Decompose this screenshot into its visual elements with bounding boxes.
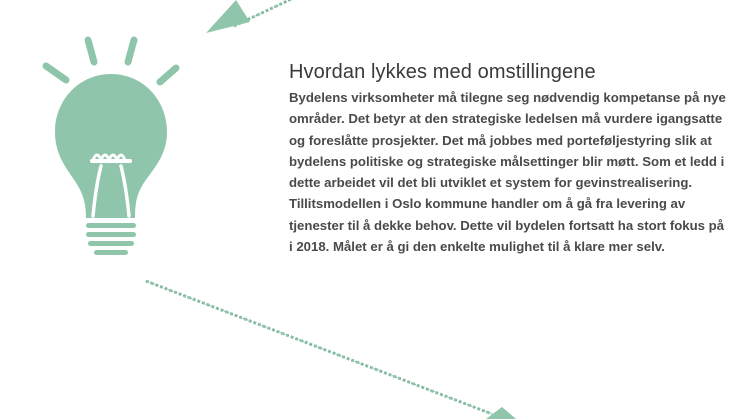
- arrow-bottom-icon: [146, 281, 516, 419]
- article-body: Bydelens virksomheter må tilegne seg nødvendig kompetanse på nye områder. Det betyr at den strategiske ledelsen må vurdere igangsatte og foreslåtte prosjekter. Det må jobbes med porteføljestyring slik at bydelens politiske og strategiske målsettinger blir møtt. Som et ledd i dette arbeidet vil det bli utviklet et system for gevinstrealisering. Tillitsmodellen i Oslo kommune handler om å gå fra levering av tjenester til å dekke behov. Dette vil bydelen fortsatt ha stort fokus på i 2018. Målet er å gi den enkelte mulighet til å klare mer selv.: [289, 90, 726, 255]
- article-title: Hvordan lykkes med omstillingene: [289, 61, 596, 83]
- arrow-top-icon: [206, 0, 300, 33]
- lightbulb-icon: [46, 40, 176, 255]
- article: [289, 60, 729, 257]
